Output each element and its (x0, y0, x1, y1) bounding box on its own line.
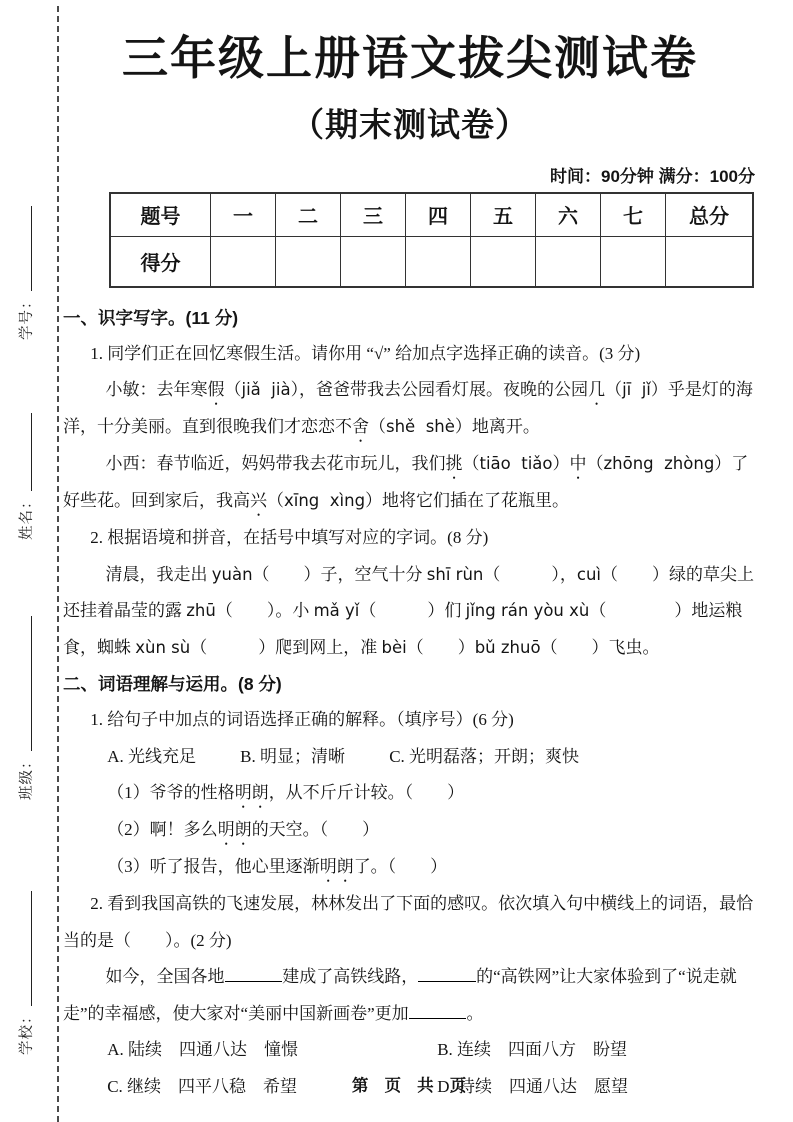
score-cell (666, 236, 754, 287)
score-cell (406, 236, 471, 287)
blank-line (409, 1002, 467, 1019)
question-column-header: 一 (211, 193, 276, 237)
text-segment: （ ）飞虫。 (540, 637, 660, 657)
text-segment: ）乎是灯的海洋，十分美丽。直到很晚我们才恋恋不 (63, 380, 753, 437)
student-id-fill-line (18, 207, 32, 292)
question-text (63, 702, 757, 739)
option-item: A. 陆续 四通八达 憧憬 (107, 1040, 298, 1060)
pinyin-text: yuàn (211, 564, 253, 584)
text-segment: 2. 根据语境和拼音，在括号中填写对应的字词。(8 分) (90, 528, 489, 548)
student-name-field (14, 414, 36, 541)
paragraph (63, 446, 757, 520)
emphasized-text: 明朗 (234, 783, 269, 803)
paragraph (63, 557, 757, 667)
text-segment: ，从不斤斤计较。（ ） (268, 783, 465, 803)
question-column-header: 四 (406, 193, 471, 237)
score-cell (601, 236, 666, 287)
pinyin-text: zhōng zhòng (603, 454, 715, 474)
text-segment: ）了好些花。回到家后，我高 (63, 454, 749, 511)
text-segment: （ (369, 417, 386, 437)
text-segment: 小西：春节临近，妈妈带我去花市玩儿，我们 (105, 454, 446, 474)
emphasized-text: 兴 (250, 491, 267, 511)
pinyin-text: bǔ zhuō (474, 637, 541, 657)
text-segment: 。 (466, 1003, 484, 1023)
text-segment: （2）啊！多么 (107, 820, 218, 840)
text-segment: （ ）爬到网上，准 (190, 637, 382, 657)
pinyin-text: tiāo tiǎo (479, 454, 553, 474)
question-text (63, 886, 757, 959)
paragraph (107, 775, 757, 812)
text-segment: ）地将它们插在了花瓶里。 (365, 491, 570, 511)
section-heading: 一、识字写字。(11 分) (63, 307, 239, 328)
school-label: 学校： (18, 1008, 35, 1055)
class-fill-line (18, 617, 32, 752)
score-cell (211, 236, 276, 287)
text-segment: 1. 给句子中加点的词语选择正确的解释。（填序号）(6 分) (90, 710, 514, 730)
pinyin-text: xùn sù (135, 637, 191, 657)
text-segment: （ ）们 (359, 601, 466, 621)
score-table-header-row (110, 193, 753, 237)
pinyin-text: jiǎ jià (241, 380, 291, 400)
blank-line (225, 965, 283, 982)
question-column-header: 总分 (666, 193, 754, 237)
option-item: B. 连续 四面八方 盼望 (437, 1040, 628, 1060)
text-segment: 1. 同学们正在回忆寒假生活。请你用 “√” 给加点字选择正确的读音。(3 分) (90, 343, 641, 363)
text-segment: （ ）。小 (215, 601, 314, 621)
emphasized-text: 舍 (352, 417, 369, 437)
text-segment: （ (586, 454, 604, 474)
page-title: 三年级上册语文拔尖测试卷 (122, 32, 698, 84)
text-segment: （ ）子，空气十分 (252, 564, 427, 584)
question-column-header: 六 (536, 193, 601, 237)
emphasized-text: 挑 (445, 454, 463, 474)
text-segment: 的天空。（ ） (251, 820, 380, 840)
pinyin-text: zhū (186, 601, 216, 621)
options-row (107, 739, 757, 776)
text-segment: 的“高铁网”让大家体验到了“说走就走”的幸福感，使大家对“美丽中国新画卷”更加 (63, 967, 737, 1023)
emphasized-text: 假 (207, 380, 225, 400)
text-segment: （ (605, 380, 623, 400)
pinyin-text: xīng xìng (284, 491, 366, 511)
text-segment: ），爸爸带我去公园看灯展。夜晚的公园 (290, 380, 589, 400)
emphasized-text: 明朗 (319, 857, 354, 877)
text-segment: 2. 看到我国高铁的飞速发展，林林发出了下面的感叹。依次填入句中横线上的词语，最恰当的是（ ）。(2 分) (63, 894, 754, 950)
text-segment: （ (462, 454, 480, 474)
student-name-fill-line (18, 414, 32, 492)
option-item: C. 光明磊落；开朗；爽快 (389, 746, 580, 766)
text-segment: （ ）绿的草尖上还挂着晶莹的露 (63, 564, 755, 621)
text-segment: （ ）地运粮食，蜘蛛 (63, 601, 743, 657)
score-table (109, 192, 754, 288)
student-name-label: 姓名： (18, 493, 35, 540)
section-heading: 二、词语理解与运用。(8 分) (63, 674, 282, 695)
pinyin-text: shī rùn (426, 564, 484, 584)
score-cell (341, 236, 406, 287)
text-segment: （ ）， (483, 564, 577, 584)
score-cell (276, 236, 341, 287)
question-column-header: 五 (471, 193, 536, 237)
text-segment: 清晨，我走出 (105, 564, 212, 584)
footer-page-number: 第 页 共 页 (351, 1076, 469, 1095)
class-label: 班级： (18, 753, 35, 800)
score-table-score-row (110, 236, 753, 287)
question-text (63, 336, 757, 373)
text-segment: （ (224, 380, 242, 400)
pinyin-text: jī jǐ (622, 380, 651, 400)
score-cell (536, 236, 601, 287)
text-segment: （ ） (406, 637, 475, 657)
paragraph (63, 959, 757, 1032)
school-fill-line (18, 892, 32, 1007)
option-item: D. 持续 四通八达 愿望 (437, 1076, 628, 1096)
paragraph (107, 812, 757, 849)
pinyin-text: jǐng rán yòu xù (465, 601, 590, 621)
text-segment: （3）听了报告，他心里逐渐 (107, 857, 320, 877)
text-segment: 小敏：去年寒 (105, 380, 208, 400)
student-id-label: 学号： (18, 293, 35, 340)
score-label: 得分 (110, 236, 211, 287)
question-column-header: 七 (601, 193, 666, 237)
text-segment: ）地离开。 (454, 417, 540, 437)
page-subtitle: （期末测试卷） (291, 105, 529, 143)
emphasized-text: 几 (588, 380, 606, 400)
margin-dashed-rule (57, 6, 59, 1122)
text-segment: 了。（ ） (353, 857, 448, 877)
text-segment: （1）爷爷的性格 (107, 783, 235, 803)
school-field (14, 892, 36, 1056)
sections (63, 300, 757, 1106)
pinyin-text: cuì (576, 564, 602, 584)
question-column-header: 三 (341, 193, 406, 237)
pinyin-text: mǎ yǐ (313, 601, 360, 621)
test-paper (63, 0, 757, 1105)
text-segment: ） (552, 454, 570, 474)
class-field (14, 617, 36, 801)
student-id-field (14, 207, 36, 341)
blank-line (418, 965, 476, 982)
time-score-info: 时间：90分钟 满分：100分 (550, 166, 755, 186)
text-segment: 如今，全国各地 (105, 967, 225, 987)
question-number-label: 题号 (110, 193, 211, 237)
score-cell (471, 236, 536, 287)
question-column-header: 二 (276, 193, 341, 237)
text-segment: （ (267, 491, 284, 511)
paragraph (63, 372, 757, 446)
option-item: B. 明显；清晰 (240, 746, 345, 766)
text-segment: 建成了高铁线路， (282, 967, 419, 987)
emphasized-text: 中 (569, 454, 587, 474)
pinyin-text: bèi (381, 637, 407, 657)
emphasized-text: 明朗 (217, 820, 252, 840)
question-text (63, 520, 757, 557)
pinyin-text: shě shè (386, 417, 455, 437)
paragraph (107, 849, 757, 886)
option-item: C. 继续 四平八稳 希望 (107, 1076, 298, 1096)
option-item: A. 光线充足 (107, 746, 196, 766)
